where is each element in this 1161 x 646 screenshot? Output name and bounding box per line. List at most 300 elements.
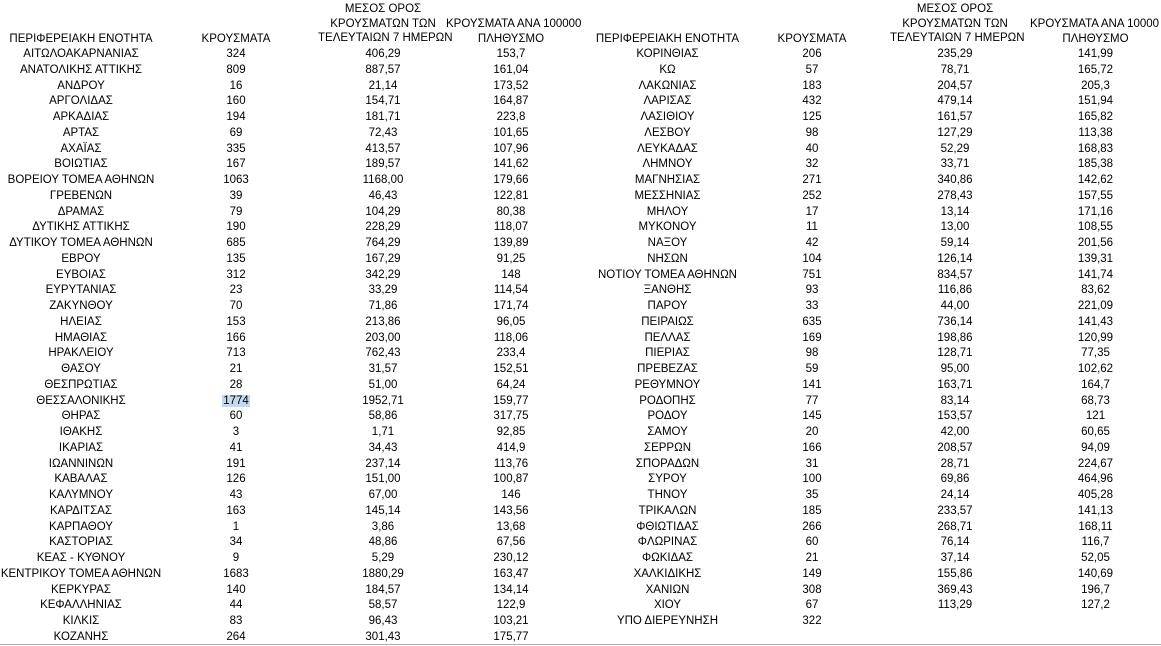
right-avg7-cell[interactable]: 116,86 [937, 284, 973, 297]
left-avg7-cell[interactable]: 33,29 [368, 284, 398, 297]
right-per100k-cell[interactable]: 196,7 [1081, 583, 1110, 596]
left-cases-cell[interactable]: 44 [229, 599, 243, 612]
left-region-cell[interactable]: ΒΟΡΕΙΟΥ ΤΟΜΕΑ ΑΘΗΝΩΝ [7, 174, 155, 186]
left-avg7-cell[interactable]: 151,00 [365, 473, 401, 486]
left-avg7-cell[interactable]: 1952,71 [362, 394, 404, 407]
left-per100k-cell[interactable]: 163,47 [493, 567, 529, 580]
right-region-cell[interactable]: ΡΟΔΟΥ [647, 410, 688, 423]
right-per100k-cell[interactable]: 224,67 [1077, 457, 1114, 470]
right-region-cell[interactable]: ΞΑΝΘΗΣ [643, 284, 692, 297]
left-avg7-cell[interactable]: 46,43 [368, 189, 398, 202]
left-region-cell[interactable]: ΗΡΑΚΛΕΙΟΥ [48, 347, 114, 360]
left-region-cell[interactable]: ΕΥΒΟΙΑΣ [56, 268, 106, 281]
right-cases-cell[interactable]: 141 [802, 378, 822, 391]
left-region-cell[interactable]: ΙΚΑΡΙΑΣ [58, 441, 104, 454]
right-region-cell[interactable]: ΛΑΚΩΝΙΑΣ [638, 79, 697, 92]
left-avg7-cell[interactable]: 67,00 [368, 489, 398, 501]
right-cases-cell[interactable]: 751 [802, 268, 822, 281]
left-region-cell[interactable]: ΘΕΣΣΑΛΟΝΙΚΗΣ [36, 394, 126, 407]
header-cases-left[interactable]: ΚΡΟΥΣΜΑΤΑ [201, 33, 271, 45]
left-region-cell[interactable]: ΑΡΓΟΛΙΔΑΣ [49, 95, 113, 108]
right-per100k-cell[interactable]: 68,73 [1081, 394, 1110, 407]
left-per100k-cell[interactable]: 101,65 [493, 126, 529, 139]
left-region-cell[interactable]: ΕΥΡΥΤΑΝΙΑΣ [45, 284, 117, 297]
right-avg7-cell[interactable]: 235,29 [937, 48, 973, 60]
right-avg7-cell[interactable]: 78,71 [940, 63, 970, 76]
right-region-cell[interactable]: ΤΗΝΟΥ [647, 489, 688, 501]
left-region-cell[interactable]: ΚΑΛΥΜΝΟΥ [49, 489, 113, 501]
left-avg7-cell[interactable]: 203,00 [365, 331, 401, 344]
right-avg7-cell[interactable]: 834,57 [937, 268, 973, 281]
right-avg7-cell[interactable]: 268,71 [937, 520, 973, 533]
right-per100k-cell[interactable]: 165,72 [1077, 63, 1114, 76]
left-cases-cell[interactable]: 163 [226, 504, 246, 517]
right-region-cell[interactable]: ΦΘΙΩΤΙΔΑΣ [636, 520, 699, 533]
right-avg7-cell[interactable]: 204,57 [937, 79, 973, 92]
right-region-cell[interactable]: ΠΙΕΡΙΑΣ [645, 347, 690, 360]
right-cases-cell[interactable]: 98 [805, 347, 819, 360]
header-region-right[interactable]: ΠΕΡΙΦΕΡΕΙΑΚΗ ΕΝΟΤΗΤΑ [595, 33, 740, 45]
right-per100k-cell[interactable]: 83,62 [1081, 284, 1110, 297]
right-avg7-cell[interactable]: 37,14 [940, 552, 970, 564]
left-avg7-cell[interactable]: 887,57 [365, 63, 401, 76]
right-region-cell[interactable]: ΠΕΙΡΑΙΩΣ [641, 315, 694, 328]
right-region-cell[interactable]: ΜΥΚΟΝΟΥ [638, 221, 697, 234]
left-avg7-cell[interactable]: 167,29 [365, 252, 401, 265]
right-cases-cell[interactable]: 100 [802, 473, 822, 486]
left-cases-cell[interactable]: 335 [226, 142, 246, 155]
right-cases-cell[interactable]: 166 [802, 441, 822, 454]
right-cases-cell[interactable]: 308 [802, 583, 822, 596]
left-cases-cell[interactable]: 69 [229, 126, 243, 139]
right-cases-cell[interactable]: 432 [802, 95, 822, 108]
right-region-cell[interactable]: ΜΑΓΝΗΣΙΑΣ [634, 174, 701, 186]
right-region-cell[interactable]: ΠΑΡΟΥ [647, 300, 688, 312]
right-per100k-cell[interactable]: 113,38 [1078, 126, 1113, 139]
left-cases-cell[interactable]: 1063 [223, 174, 249, 186]
left-region-cell[interactable]: ΚΕΦΑΛΛΗΝΙΑΣ [40, 599, 122, 612]
left-region-cell[interactable]: ΘΗΡΑΣ [61, 410, 101, 423]
left-per100k-cell[interactable]: 141,62 [493, 158, 529, 171]
left-region-cell[interactable]: ΒΟΙΩΤΙΑΣ [54, 158, 108, 171]
right-avg7-cell[interactable]: 233,57 [937, 504, 973, 517]
left-avg7-cell[interactable]: 1,71 [371, 426, 395, 438]
right-region-cell[interactable]: ΛΗΜΝΟΥ [642, 158, 693, 171]
right-avg7-cell[interactable]: 127,29 [937, 126, 973, 139]
left-region-cell[interactable]: ΔΡΑΜΑΣ [57, 205, 105, 218]
left-cases-cell[interactable]: 70 [229, 300, 243, 312]
left-avg7-cell[interactable]: 406,29 [365, 48, 401, 60]
right-region-cell[interactable]: ΝΗΣΩΝ [647, 252, 688, 265]
right-per100k-cell[interactable]: 121 [1085, 410, 1106, 423]
right-cases-cell[interactable]: 266 [802, 520, 822, 533]
right-avg7-cell[interactable]: 44,00 [940, 300, 970, 312]
left-avg7-cell[interactable]: 228,29 [365, 221, 401, 234]
left-per100k-cell[interactable]: 143,56 [493, 504, 529, 517]
right-cases-cell[interactable]: 21 [805, 552, 819, 564]
left-region-cell[interactable]: ΚΕΝΤΡΙΚΟΥ ΤΟΜΕΑ ΑΘΗΝΩΝ [0, 567, 162, 580]
left-region-cell[interactable]: ΚΕΑΣ - ΚΥΘΝΟΥ [36, 552, 126, 564]
left-avg7-cell[interactable]: 181,71 [365, 111, 401, 123]
right-avg7-cell[interactable]: 163,71 [937, 378, 973, 391]
right-per100k-cell[interactable]: 168,83 [1077, 142, 1114, 155]
right-region-cell[interactable]: ΤΡΙΚΑΛΩΝ [638, 504, 697, 517]
right-cases-cell[interactable]: 42 [805, 237, 819, 249]
right-avg7-cell[interactable]: 42,00 [940, 426, 970, 438]
right-region-cell[interactable]: ΧΙΟΥ [653, 599, 682, 612]
header-cases-right[interactable]: ΚΡΟΥΣΜΑΤΑ [777, 33, 847, 45]
right-per100k-cell[interactable]: 141,74 [1077, 268, 1114, 281]
right-region-cell[interactable]: ΛΕΥΚΑΔΑΣ [637, 142, 698, 155]
right-per100k-cell[interactable]: 102,62 [1077, 363, 1114, 375]
right-region-cell[interactable]: ΡΟΔΟΠΗΣ [639, 394, 696, 407]
right-avg7-cell[interactable]: 278,43 [937, 189, 973, 202]
right-avg7-cell[interactable]: 340,86 [937, 174, 973, 186]
right-cases-cell[interactable]: 125 [802, 111, 822, 123]
left-avg7-cell[interactable]: 189,57 [365, 158, 401, 171]
left-avg7-cell[interactable]: 413,57 [365, 142, 401, 155]
right-region-cell[interactable]: ΠΡΕΒΕΖΑΣ [637, 363, 698, 375]
header-per100k-right[interactable] [1030, 17, 1161, 46]
left-avg7-cell[interactable]: 184,57 [365, 583, 401, 596]
right-per100k-cell[interactable]: 60,65 [1081, 426, 1110, 438]
right-region-cell[interactable]: ΛΑΣΙΘΙΟΥ [640, 111, 695, 123]
left-per100k-cell[interactable]: 175,77 [493, 630, 529, 643]
left-region-cell[interactable]: ΚΑΣΤΟΡΙΑΣ [49, 536, 113, 549]
left-avg7-cell[interactable]: 58,57 [368, 599, 398, 612]
left-per100k-cell[interactable]: 80,38 [496, 205, 526, 218]
right-region-cell[interactable]: ΠΕΛΛΑΣ [644, 331, 691, 344]
left-region-cell[interactable]: ΖΑΚΥΝΘΟΥ [49, 300, 113, 312]
left-avg7-cell[interactable]: 51,00 [368, 378, 398, 391]
left-per100k-cell[interactable]: 152,51 [493, 363, 529, 375]
left-cases-cell[interactable]: 1 [232, 520, 240, 533]
header-avg-left[interactable] [318, 2, 453, 46]
right-cases-cell[interactable]: 60 [805, 536, 819, 549]
right-avg7-cell[interactable]: 153,57 [937, 410, 973, 423]
right-region-cell[interactable]: ΦΩΚΙΔΑΣ [641, 552, 694, 564]
left-per100k-cell[interactable]: 171,74 [493, 300, 529, 312]
right-per100k-cell[interactable]: 205,3 [1081, 79, 1110, 92]
left-region-cell[interactable]: ΚΕΡΚΥΡΑΣ [51, 583, 111, 596]
left-region-cell[interactable]: ΚΑΡΠΑΘΟΥ [49, 520, 113, 533]
right-avg7-cell[interactable]: 24,14 [940, 489, 970, 501]
left-per100k-cell[interactable]: 91,25 [496, 252, 526, 265]
right-cases-cell[interactable]: 31 [805, 457, 819, 470]
right-region-cell[interactable]: ΝΟΤΙΟΥ ΤΟΜΕΑ ΑΘΗΝΩΝ [598, 268, 737, 281]
right-per100k-cell[interactable]: 221,09 [1077, 300, 1114, 312]
left-cases-cell[interactable]: 1683 [223, 567, 249, 580]
right-region-cell[interactable]: ΜΕΣΣΗΝΙΑΣ [634, 189, 701, 202]
right-avg7-cell[interactable]: 126,14 [937, 252, 973, 265]
left-cases-cell[interactable]: 153 [226, 315, 246, 328]
left-cases-cell[interactable]: 60 [229, 410, 243, 423]
left-per100k-cell[interactable]: 107,96 [493, 142, 529, 155]
left-cases-cell[interactable]: 41 [229, 441, 243, 454]
right-avg7-cell[interactable]: 13,00 [940, 221, 970, 234]
left-per100k-cell[interactable]: 161,04 [493, 63, 529, 76]
left-cases-cell[interactable]: 190 [226, 221, 246, 234]
right-cases-cell[interactable]: 35 [805, 489, 819, 501]
right-cases-cell[interactable]: 67 [805, 599, 819, 612]
right-per100k-cell[interactable]: 405,28 [1077, 489, 1114, 501]
right-avg7-cell[interactable]: 161,57 [937, 111, 973, 123]
left-per100k-cell[interactable]: 114,54 [493, 284, 529, 297]
right-cases-cell[interactable]: 635 [802, 315, 822, 328]
left-per100k-cell[interactable]: 103,21 [493, 615, 529, 627]
left-per100k-cell[interactable]: 92,85 [496, 426, 526, 438]
left-region-cell[interactable]: ΑΡΚΑΔΙΑΣ [52, 111, 110, 123]
right-cases-cell[interactable]: 32 [805, 158, 819, 171]
left-per100k-cell[interactable]: 148 [501, 268, 521, 281]
left-cases-cell[interactable]: 194 [226, 111, 246, 123]
right-cases-cell[interactable]: 98 [805, 126, 819, 139]
left-per100k-cell[interactable]: 146 [501, 489, 521, 501]
right-region-cell[interactable]: ΥΠΟ ΔΙΕΡΕΥΝΗΣΗ [616, 615, 719, 627]
left-cases-cell[interactable]: 160 [226, 95, 246, 108]
left-avg7-cell[interactable]: 71,86 [368, 300, 398, 312]
left-avg7-cell[interactable]: 31,57 [368, 363, 398, 375]
right-region-cell[interactable]: ΜΗΛΟΥ [646, 205, 689, 218]
left-per100k-cell[interactable]: 13,68 [496, 520, 526, 533]
left-avg7-cell[interactable]: 1880,29 [362, 567, 404, 580]
right-cases-cell[interactable]: 57 [805, 63, 819, 76]
right-region-cell[interactable]: ΣΥΡΟΥ [648, 473, 687, 486]
left-per100k-cell[interactable]: 64,24 [496, 378, 526, 391]
left-region-cell[interactable]: ΑΙΤΩΛΟΑΚΑΡΝΑΝΙΑΣ [23, 48, 139, 60]
right-avg7-cell[interactable]: 208,57 [937, 441, 973, 454]
left-avg7-cell[interactable]: 213,86 [365, 315, 401, 328]
left-cases-cell[interactable]: 140 [226, 583, 246, 596]
right-region-cell[interactable]: ΚΩ [659, 63, 676, 76]
right-cases-cell[interactable]: 104 [802, 252, 822, 265]
right-per100k-cell[interactable]: 141,13 [1077, 504, 1114, 517]
left-region-cell[interactable]: ΗΜΑΘΙΑΣ [54, 331, 108, 344]
left-per100k-cell[interactable]: 179,66 [493, 174, 529, 186]
right-per100k-cell[interactable]: 116,7 [1081, 536, 1110, 549]
left-cases-cell[interactable]: 166 [226, 331, 246, 344]
left-cases-cell[interactable]: 83 [229, 615, 243, 627]
right-per100k-cell[interactable]: 108,55 [1077, 221, 1114, 234]
right-avg7-cell[interactable]: 736,14 [937, 315, 973, 328]
left-cases-cell[interactable]: 21 [229, 363, 243, 375]
left-avg7-cell[interactable]: 342,29 [365, 268, 401, 281]
right-cases-cell[interactable]: 185 [802, 504, 822, 517]
left-per100k-cell[interactable]: 122,9 [496, 599, 526, 612]
left-per100k-cell[interactable]: 118,07 [493, 221, 529, 234]
left-per100k-cell[interactable]: 134,14 [493, 583, 529, 596]
left-avg7-cell[interactable]: 104,29 [365, 205, 401, 218]
left-per100k-cell[interactable]: 139,89 [493, 237, 529, 249]
right-cases-cell[interactable]: 20 [805, 426, 819, 438]
right-per100k-cell[interactable]: 77,35 [1081, 347, 1110, 360]
right-cases-cell[interactable]: 40 [805, 142, 819, 155]
right-avg7-cell[interactable]: 369,43 [937, 583, 973, 596]
right-avg7-cell[interactable]: 28,71 [940, 457, 970, 470]
right-cases-cell[interactable]: 93 [805, 284, 819, 297]
left-cases-cell[interactable]: 28 [229, 378, 243, 391]
left-region-cell[interactable]: ΔΥΤΙΚΗΣ ΑΤΤΙΚΗΣ [32, 221, 130, 234]
right-per100k-cell[interactable]: 94,09 [1081, 441, 1110, 454]
left-avg7-cell[interactable]: 145,14 [365, 504, 401, 517]
right-avg7-cell[interactable]: 83,14 [940, 394, 970, 407]
left-per100k-cell[interactable]: 159,77 [493, 394, 529, 407]
left-cases-cell[interactable]: 312 [226, 268, 246, 281]
right-per100k-cell[interactable]: 164,7 [1081, 378, 1110, 391]
right-cases-cell[interactable]: 252 [802, 189, 822, 202]
right-cases-cell[interactable]: 17 [805, 205, 819, 218]
left-cases-cell[interactable]: 9 [232, 552, 240, 564]
left-avg7-cell[interactable]: 58,86 [368, 410, 398, 423]
left-per100k-cell[interactable]: 122,81 [493, 189, 529, 202]
right-avg7-cell[interactable]: 95,00 [940, 363, 970, 375]
right-avg7-cell[interactable]: 59,14 [940, 237, 970, 249]
right-cases-cell[interactable]: 169 [802, 331, 822, 344]
right-per100k-cell[interactable]: 141,99 [1077, 48, 1114, 60]
right-per100k-cell[interactable]: 139,31 [1077, 252, 1114, 265]
right-region-cell[interactable]: ΚΟΡΙΝΘΙΑΣ [636, 48, 699, 60]
left-avg7-cell[interactable]: 1168,00 [362, 174, 404, 186]
left-avg7-cell[interactable]: 21,14 [368, 79, 398, 92]
right-per100k-cell[interactable]: 151,94 [1077, 95, 1114, 108]
left-avg7-cell[interactable]: 48,86 [368, 536, 398, 549]
left-cases-cell[interactable]: 264 [226, 630, 246, 643]
right-region-cell[interactable]: ΣΕΡΡΩΝ [643, 441, 692, 454]
left-region-cell[interactable]: ΚΑΒΑΛΑΣ [54, 473, 108, 486]
left-per100k-cell[interactable]: 118,06 [493, 331, 529, 344]
right-cases-cell[interactable]: 322 [802, 615, 822, 627]
right-avg7-cell[interactable]: 155,86 [937, 567, 973, 580]
right-region-cell[interactable]: ΛΑΡΙΣΑΣ [643, 95, 692, 108]
left-per100k-cell[interactable]: 230,12 [493, 552, 529, 564]
right-cases-cell[interactable]: 145 [802, 410, 822, 423]
left-region-cell[interactable]: ΘΑΣΟΥ [61, 363, 101, 375]
left-per100k-cell[interactable]: 164,87 [493, 95, 529, 108]
left-region-cell[interactable]: ΓΡΕΒΕΝΩΝ [49, 189, 113, 202]
left-cases-cell[interactable]: 809 [226, 63, 246, 76]
left-region-cell[interactable]: ΙΘΑΚΗΣ [59, 426, 103, 438]
left-cases-cell[interactable]: 191 [226, 457, 246, 470]
left-per100k-cell[interactable]: 113,76 [493, 457, 529, 470]
right-avg7-cell[interactable]: 76,14 [940, 536, 970, 549]
right-cases-cell[interactable]: 271 [802, 174, 822, 186]
left-region-cell[interactable]: ΑΝΔΡΟΥ [57, 79, 105, 92]
right-region-cell[interactable]: ΦΛΩΡΙΝΑΣ [637, 536, 698, 549]
left-region-cell[interactable]: ΑΡΤΑΣ [62, 126, 100, 139]
left-per100k-cell[interactable]: 96,05 [496, 315, 526, 328]
right-per100k-cell[interactable]: 201,56 [1077, 237, 1114, 249]
left-per100k-cell[interactable]: 173,52 [493, 79, 529, 92]
right-per100k-cell[interactable]: 165,82 [1077, 111, 1114, 123]
right-cases-cell[interactable]: 33 [805, 300, 819, 312]
left-avg7-cell[interactable]: 301,43 [365, 630, 401, 643]
right-per100k-cell[interactable]: 464,96 [1077, 473, 1114, 486]
left-cases-cell[interactable]: 713 [226, 347, 246, 360]
left-cases-cell[interactable]: 685 [226, 237, 246, 249]
left-avg7-cell[interactable]: 34,43 [368, 441, 398, 454]
right-region-cell[interactable]: ΣΑΜΟΥ [647, 426, 688, 438]
left-region-cell[interactable]: ΚΙΛΚΙΣ [62, 615, 100, 627]
left-region-cell[interactable]: ΗΛΕΙΑΣ [60, 315, 102, 328]
left-avg7-cell[interactable]: 72,43 [368, 126, 398, 139]
left-region-cell[interactable]: ΙΩΑΝΝΙΝΩΝ [48, 457, 114, 470]
right-region-cell[interactable]: ΡΕΘΥΜΝΟΥ [634, 378, 701, 391]
left-avg7-cell[interactable]: 5,29 [371, 552, 395, 564]
left-avg7-cell[interactable]: 764,29 [365, 237, 401, 249]
right-region-cell[interactable]: ΧΑΝΙΩΝ [645, 583, 690, 596]
right-avg7-cell[interactable]: 52,29 [940, 142, 970, 155]
left-region-cell[interactable]: ΔΥΤΙΚΟΥ ΤΟΜΕΑ ΑΘΗΝΩΝ [9, 237, 153, 249]
right-region-cell[interactable]: ΣΠΟΡΑΔΩΝ [635, 457, 700, 470]
left-cases-cell[interactable]: 135 [226, 252, 246, 265]
left-cases-cell[interactable]: 3 [232, 426, 240, 438]
right-avg7-cell[interactable]: 69,86 [940, 473, 970, 486]
right-per100k-cell[interactable]: 127,2 [1081, 599, 1110, 612]
left-cases-cell[interactable]: 324 [226, 48, 246, 60]
right-per100k-cell[interactable]: 185,38 [1077, 158, 1114, 171]
right-avg7-cell[interactable]: 128,71 [937, 347, 973, 360]
header-per100k-left[interactable] [446, 17, 582, 46]
right-per100k-cell[interactable]: 142,62 [1077, 174, 1114, 186]
right-per100k-cell[interactable]: 52,05 [1081, 552, 1110, 564]
left-per100k-cell[interactable]: 414,9 [496, 441, 526, 454]
right-avg7-cell[interactable]: 198,86 [937, 331, 973, 344]
header-region-left[interactable]: ΠΕΡΙΦΕΡΕΙΑΚΗ ΕΝΟΤΗΤΑ [9, 33, 153, 45]
left-cases-cell[interactable]: 16 [229, 79, 243, 92]
right-region-cell[interactable]: ΛΕΣΒΟΥ [644, 126, 691, 139]
left-per100k-cell[interactable]: 153,7 [496, 48, 526, 60]
right-per100k-cell[interactable]: 168,11 [1078, 520, 1113, 533]
header-avg-right[interactable] [890, 2, 1025, 46]
left-avg7-cell[interactable]: 96,43 [368, 615, 398, 627]
left-avg7-cell[interactable]: 154,71 [365, 95, 401, 108]
left-avg7-cell[interactable]: 237,14 [365, 457, 401, 470]
right-cases-cell[interactable]: 77 [805, 394, 819, 407]
right-avg7-cell[interactable]: 33,71 [940, 158, 970, 171]
left-cases-cell[interactable]: 34 [229, 536, 243, 549]
left-per100k-cell[interactable]: 100,87 [493, 473, 529, 486]
right-per100k-cell[interactable]: 171,16 [1077, 205, 1114, 218]
left-region-cell[interactable]: ΚΟΖΑΝΗΣ [53, 630, 109, 643]
left-per100k-cell[interactable]: 223,8 [496, 111, 526, 123]
right-per100k-cell[interactable]: 140,69 [1077, 567, 1114, 580]
left-avg7-cell[interactable]: 762,43 [365, 347, 401, 360]
left-per100k-cell[interactable]: 67,56 [496, 536, 526, 549]
right-cases-cell[interactable]: 11 [806, 221, 818, 234]
right-cases-cell[interactable]: 59 [805, 363, 819, 375]
right-avg7-cell[interactable]: 479,14 [937, 95, 973, 108]
right-per100k-cell[interactable]: 157,55 [1077, 189, 1114, 202]
left-avg7-cell[interactable]: 3,86 [371, 520, 395, 533]
right-per100k-cell[interactable]: 120,99 [1077, 331, 1114, 344]
right-cases-cell[interactable]: 149 [802, 567, 822, 580]
left-region-cell[interactable]: ΑΝΑΤΟΛΙΚΗΣ ΑΤΤΙΚΗΣ [19, 63, 142, 76]
left-region-cell[interactable]: ΚΑΡΔΙΤΣΑΣ [50, 504, 112, 517]
right-cases-cell[interactable]: 183 [802, 79, 822, 92]
right-region-cell[interactable]: ΧΑΛΚΙΔΙΚΗΣ [633, 567, 702, 580]
left-per100k-cell[interactable]: 233,4 [496, 347, 526, 360]
right-cases-cell[interactable]: 206 [802, 48, 822, 60]
left-region-cell[interactable]: ΕΒΡΟΥ [61, 252, 101, 265]
left-cases-cell[interactable]: 43 [229, 489, 243, 501]
left-region-cell[interactable]: ΑΧΑΪΑΣ [60, 142, 102, 155]
left-cases-cell[interactable]: 39 [229, 189, 243, 202]
left-region-cell[interactable]: ΘΕΣΠΡΩΤΙΑΣ [44, 378, 118, 391]
left-cases-cell[interactable]: 79 [229, 205, 243, 218]
right-per100k-cell[interactable]: 141,43 [1077, 315, 1114, 328]
left-cases-cell[interactable]: 126 [226, 473, 246, 486]
left-per100k-cell[interactable]: 317,75 [493, 410, 529, 423]
